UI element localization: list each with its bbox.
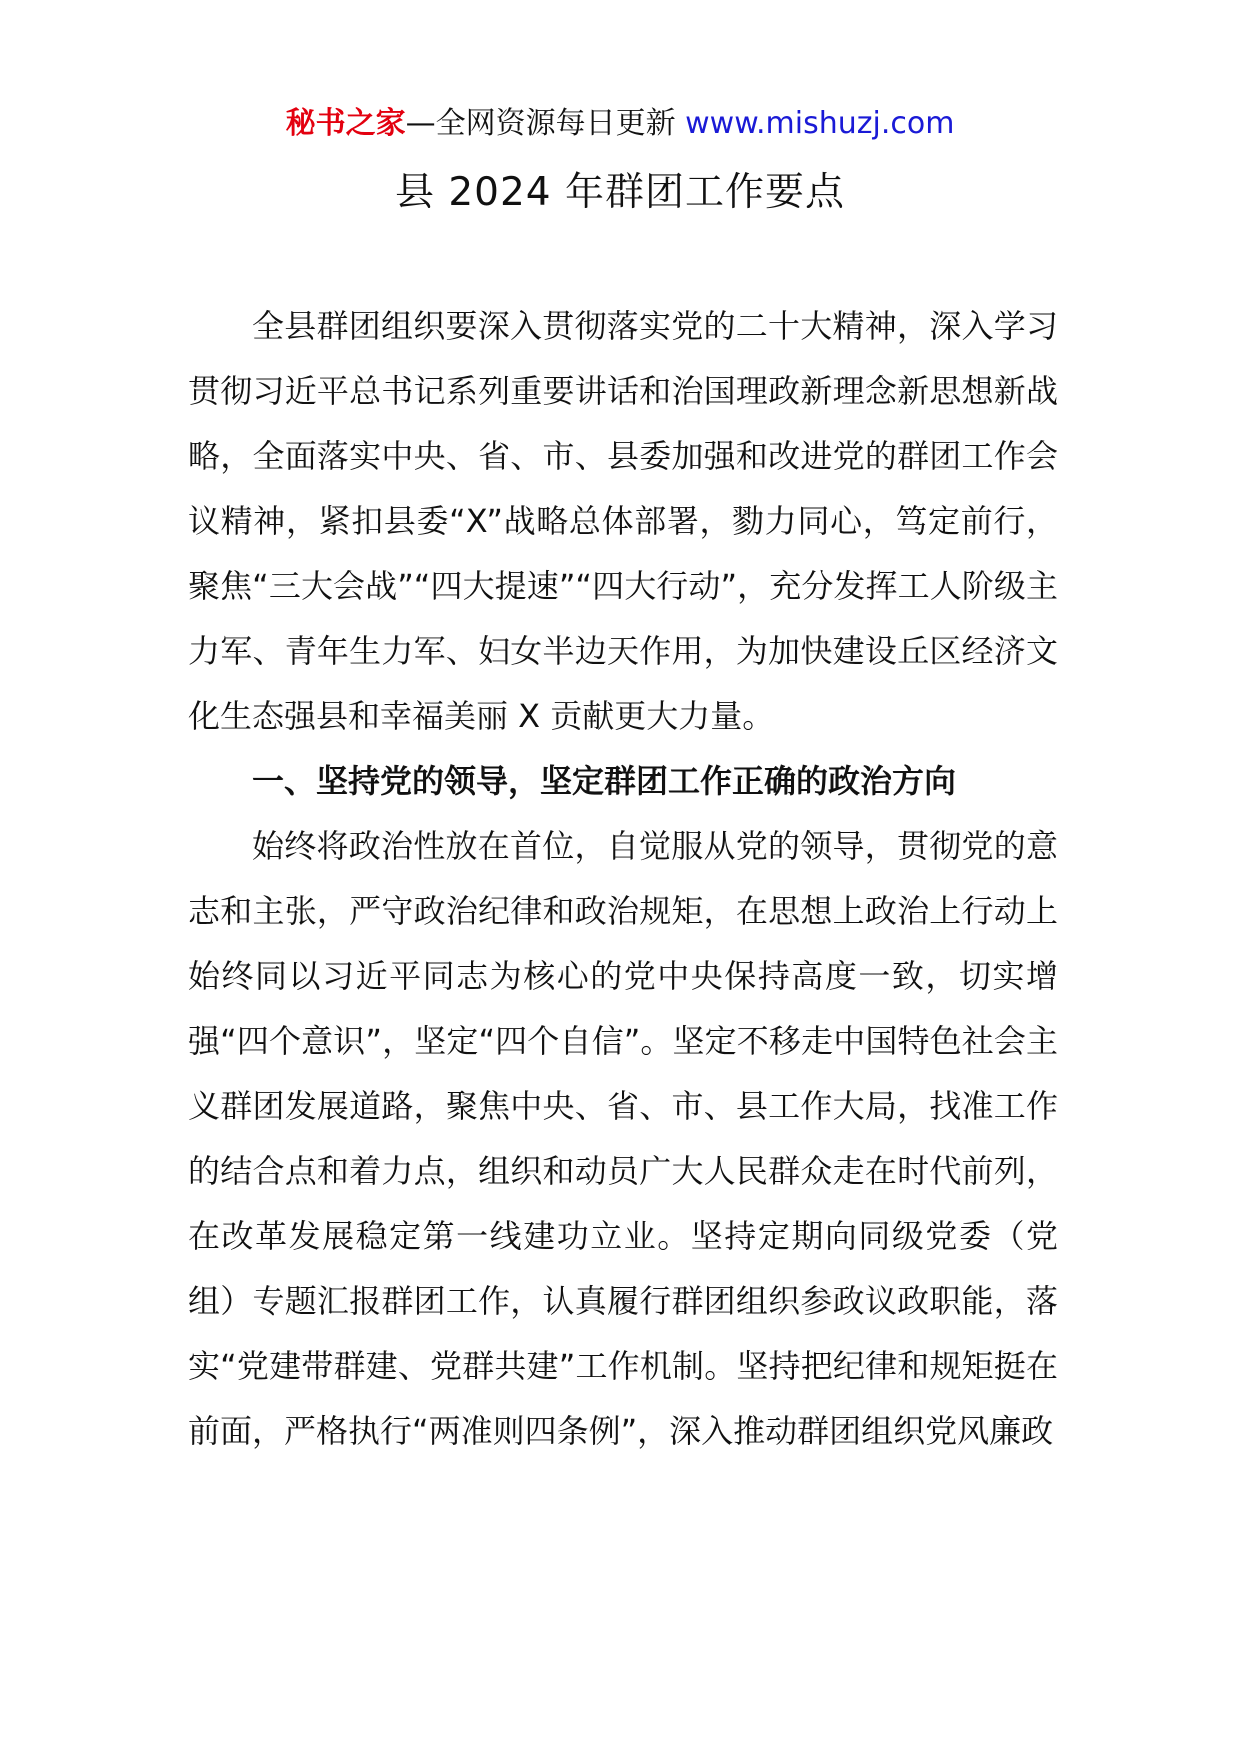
document-title: 县 2024 年群团工作要点 — [394, 170, 846, 215]
site-header — [0, 104, 1240, 144]
intro-paragraph: 全县群团组织要深入贯彻落实党的二十大精神，深入学习贯彻习近平总书记系列重要讲话和治国理政新理念新思想新战略，全面落实中央、省、市、县委加强和改进党的群团工作会议精神，紧扣县委“X”战略总体部署，勠力同心，笃定前行，聚焦“三大会战”“四大提速”“四大行动”，充分发挥工人阶级主力军、青年生力军、妇女半边天作用，为加快建设丘区经济文化生态强县和幸福美丽 X 贡献更大力量。 — [188, 307, 1058, 735]
section-1-paragraph: 始终将政治性放在首位，自觉服从党的领导，贯彻党的意志和主张，严守政治纪律和政治规矩，在思想上政治上行动上始终同以习近平同志为核心的党中央保持高度一致，切实增强“四个意识”，坚定“四个自信”。坚定不移走中国特色社会主义群团发展道路，聚焦中央、省、市、县工作大局，找准工作的结合点和着力点，组织和动员广大人民群众走在时代前列，在改革发展稳定第一线建功立业。坚持定期向同级党委（党组）专题汇报群团工作，认真履行群团组织参政议政职能，落实“党建带群建、党群共建”工作机制。坚持把纪律和规矩挺在前面，严格执行“两准则四条例”，深入推动群团组织党风廉政 — [188, 827, 1058, 1450]
document-body — [188, 294, 1058, 1464]
header-tagline: —全网资源每日更新 — [405, 106, 686, 141]
site-url-link[interactable]: www.mishuzj.com — [685, 106, 955, 141]
section-1-heading: 一、坚持党的领导，坚定群团工作正确的政治方向 — [252, 762, 957, 800]
brand-name: 秘书之家 — [285, 106, 406, 141]
